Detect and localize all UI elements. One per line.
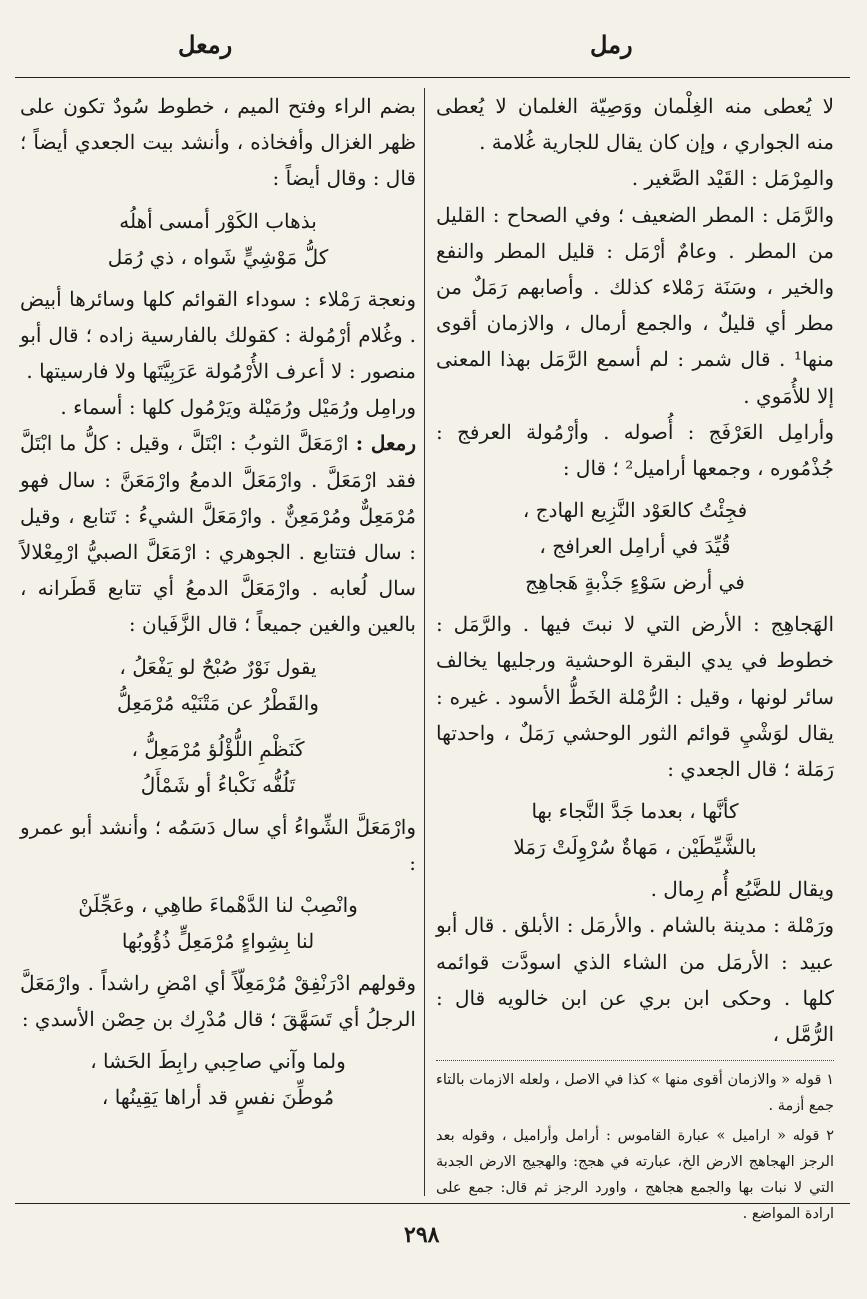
paragraph: ويقال للضَّبُع أُم رِمال . xyxy=(650,877,834,902)
verse-line: تَلُفُّه نَكْباءُ أو شَمْأَلُ xyxy=(140,772,296,797)
right-column xyxy=(436,88,834,1231)
footnote: ١ قوله « والازمان أقوى منها » كذا في الاصل ، ولعله الازمات بالتاء جمع أزمة . xyxy=(436,1072,834,1115)
verse-block xyxy=(20,887,416,959)
verse-gap xyxy=(20,721,416,731)
verse-line: كَنَظْمِ اللُّؤْلُؤ مُرْمَعِلُّ ، xyxy=(131,736,305,761)
entry-text: ارْمَعَلَّ الثوبُ : ابْتَلَّ ، وقيل : كلُّ ما ابْتَلَّ فقد ارْمَعَلَّ . وارْمَعَلَّ الدمعُ وارْمَعَنَّ : سال فهو مُرْمَعِلٌّ ومُرْمَعِنٌّ . وارْمَعَلَّ الشيءُ : تَتابع ، وقيل : سال فتتابع . الجوهري : ارْمَعَلَّ الصبيُّ ارْمِعْلالاً سال لُعابه . وارْمَعَلَّ الدمعُ أي تتابع قَطَرانه ، بالعين والغين جميعاً ؛ قال الزَّفَيان : xyxy=(20,431,416,637)
paragraph: لا يُعطى منه الغِلْمان ووَصِيّة الغلمان لا يُعطى منه الجواري ، وإن كان يقال للجارية غُلامة . xyxy=(436,94,834,155)
verse-line: كلُّ مَوْشِيٍّ شَواه ، ذي رُمَل xyxy=(107,244,329,269)
page-number: ٢٩٨ xyxy=(404,1222,440,1248)
paragraph: ورَمْلة : مدينة بالشام . والأرمَل : الأبلق . قال أبو عبيد : الأرمَل من الشاء الذي اسودَّت قوائمه كلها . وحكى ابن بري عن ابن خالويه قال : الرُّمَّل ، xyxy=(436,913,834,1047)
paragraph: ورامِل ورُمَيْل ورُمَيْلة ويَرْمُول كلها : أسماء . xyxy=(60,395,416,420)
verse-line: يقول نَوْرٌ صُبْحٌ لو يَفْعَلُ ، xyxy=(119,654,317,679)
verse-line: بذهاب الكَوْر أمسى أهلُه xyxy=(119,208,317,233)
paragraph: بضم الراء وفتح الميم ، خطوط سُودٌ تكون على ظهر الغزال وأفخاذه ، وأنشد بيت الجعدي أيضاً ؛ قال : وقال أيضاً : xyxy=(20,94,416,191)
verse-line: قُيِّدَ في أرامِل العرافج ، xyxy=(539,534,731,559)
verse-line: لنا بِشِواءٍ مُرْمَعِلٍّ ذُؤُوبُها xyxy=(121,929,315,954)
verse-line: والقَطْرُ عن مَتْنَيْه مُرْمَعِلُّ xyxy=(117,690,319,715)
paragraph: وأرامِل العَرْفَج : أُصوله . وأرْمُولة العرفج : جُذْمُوره ، وجمعها أراميل² ؛ قال : xyxy=(436,419,834,481)
paragraph: والرَّمَل : المطر الضعيف ؛ وفي الصحاح : القليل من المطر . وعامٌ أرْمَل : قليل المطر والنفع والخير ، وسَنَة رَمْلاء كذلك . وأصابهم رَمَلٌ من مطر أي قليلٌ ، والجمع أرمال ، والازمان أقوى منها¹ . قال شمر : لم أسمع الرَّمَل بهذا المعنى إلا للأُمَوي . xyxy=(436,202,834,408)
verse-line: بالشَّيِّطَيْن ، مَهاةٌ سُرْوِلَتْ رَمَلا xyxy=(513,835,757,860)
paragraph: والمِرْمَل : القَيْد الصَّغير . xyxy=(631,166,834,191)
footnote-rule xyxy=(436,1060,834,1061)
paragraph xyxy=(20,425,416,642)
footnote: ٢ قوله « اراميل » عبارة القاموس : أرامل وأراميل ، وقوله بعد الرجز الهجاهج الارض الخ، عبارته في هجج: والهجيج الارض الجدبة التي لا نبات بها والجمع هجاهج ، واورد الرجز ثم قال: جمع على ارادة المواضع . xyxy=(436,1128,834,1223)
verse-block xyxy=(20,649,416,803)
verse-line: كأنَّها ، بعدما جَدَّ النَّجاء بها xyxy=(531,799,739,824)
verse-block xyxy=(20,1043,416,1115)
column-divider xyxy=(424,88,425,1196)
paragraph: الهَجاهِج : الأرض التي لا نبتَ فيها . والرَّمَل : خطوط في يدي البقرة الوحشية ورجليها يخالف سائر لونها ، وقيل : الرُّمْلة الخَطُّ الأسود . غيره : يقال لوَشْيِ قوائم الثور الوحشي رَمَلٌ ، واحدتها رَمَلة ؛ قال الجعدي : xyxy=(436,612,834,782)
verse-block xyxy=(436,492,834,600)
verse-line: مُوطِّنَ نفسٍ قد أراها يَقِينُها ، xyxy=(101,1085,335,1110)
header-left-entry: رمعل xyxy=(178,30,233,59)
paragraph: وارْمَعَلَّ الشِّواءُ أي سال دَسَمُه ؛ وأنشد أبو عمرو : xyxy=(20,814,416,875)
verse-block xyxy=(20,203,416,275)
paragraph: وقولهم ادْرَنْفِقْ مُرْمَعِلّاً أي امْضِ راشداً . وارْمَعَلَّ الرجلُ أي تَسَهَّقَ ؛ قال مُدْرِك بن حِصْن الأسدي : xyxy=(20,971,416,1032)
verse-line: فجِئْتُ كالعَوْد النَّزِيع الهادج ، xyxy=(522,498,748,523)
left-column xyxy=(20,88,416,1121)
bottom-rule xyxy=(15,1203,850,1204)
header-right-entry: رمل xyxy=(590,30,633,59)
verse-block xyxy=(436,793,834,865)
entry-headword: رمعل : xyxy=(355,431,417,456)
verse-line: وانْصِبْ لنا الدَّهْماءَ طاهِي ، وعَجِّلَنْ xyxy=(78,893,358,918)
verse-line: في أرض سَوْءٍ جَذْبةٍ هَجاهِج xyxy=(525,570,745,595)
paragraph: ونعجة رَمْلاء : سوداء القوائم كلها وسائرها أبيض . وغُلام أرْمُولة : كقولك بالفارسية زاده ؛ قال أبو منصور : لا أعرف الأُرْمُولة عَرَبِيَّتَها ولا فارسيتها . xyxy=(20,286,416,384)
top-rule xyxy=(15,77,850,78)
verse-line: ولما وآني صاحِبي رابِطَ الحَشا ، xyxy=(90,1049,346,1074)
